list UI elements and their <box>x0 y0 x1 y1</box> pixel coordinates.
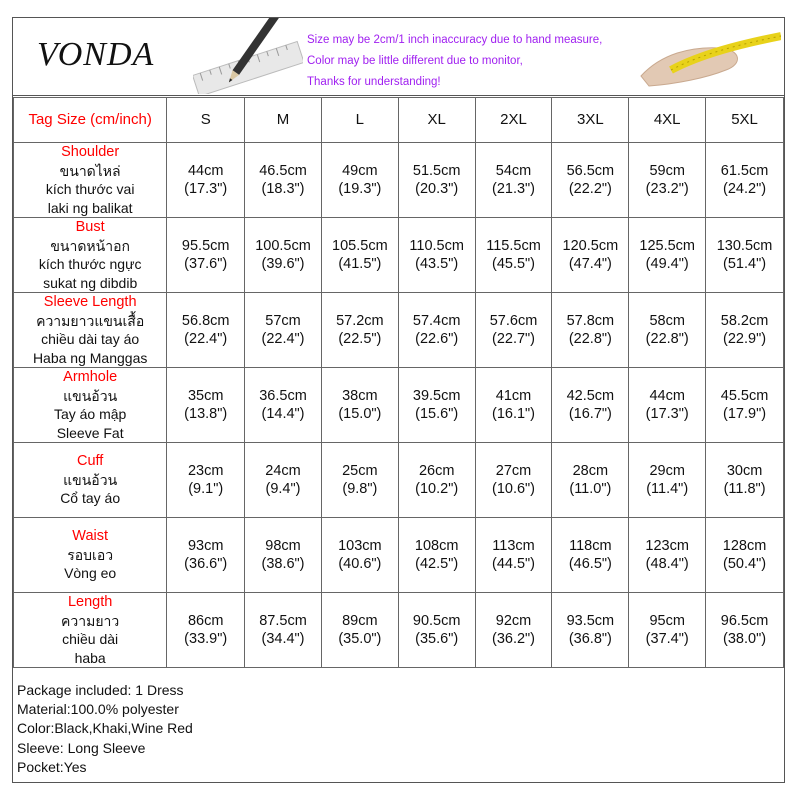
value-cm: 100.5cm <box>255 237 311 254</box>
measurement-row <box>14 143 784 218</box>
measurement-name: Shoulder <box>61 144 120 160</box>
value-cm: 93cm <box>187 537 224 554</box>
value-inch: (21.3") <box>491 181 536 197</box>
measurement-label-cell <box>14 518 167 593</box>
value-inch: (17.9") <box>723 406 767 422</box>
measurement-value-cell <box>552 593 629 668</box>
measurement-translation: ความยาว <box>61 612 120 629</box>
value-inch: (41.5") <box>338 256 382 272</box>
value-cm: 105.5cm <box>332 237 388 254</box>
value-inch: (17.3") <box>645 406 689 422</box>
value-cm: 57.4cm <box>412 312 461 329</box>
value-cm: 46.5cm <box>259 162 307 179</box>
value-inch: (13.8") <box>184 406 228 422</box>
size-table <box>13 97 784 668</box>
measurement-value-cell <box>475 293 552 368</box>
measurement-name: Bust <box>75 219 105 235</box>
tag-size-header: Tag Size (cm/inch) <box>14 98 167 143</box>
measurement-name: Armhole <box>63 369 118 385</box>
value-inch: (22.2") <box>568 181 612 197</box>
value-inch: (50.4") <box>723 556 767 572</box>
value-cm: 93.5cm <box>566 612 615 629</box>
value-cm: 113cm <box>492 537 535 554</box>
value-cm: 115.5cm <box>486 237 541 254</box>
measurement-value-cell <box>245 218 322 293</box>
value-inch: (22.6") <box>415 331 459 347</box>
measurement-value-cell <box>706 143 784 218</box>
measurement-value-cell <box>552 443 629 518</box>
measurement-value-cell <box>629 293 706 368</box>
measurement-value-cell <box>475 593 552 668</box>
value-inch: (15.6") <box>415 406 459 422</box>
value-cm: 128cm <box>722 537 767 554</box>
value-cm: 41cm <box>495 387 532 404</box>
value-inch: (38.0") <box>723 631 767 647</box>
value-cm: 58cm <box>649 312 685 329</box>
value-inch: (34.4") <box>261 631 305 647</box>
value-inch: (14.4") <box>261 406 305 422</box>
value-inch: (39.6") <box>261 256 305 272</box>
value-inch: (42.5") <box>415 556 459 572</box>
measurement-value-cell <box>398 518 475 593</box>
value-inch: (15.0") <box>338 406 382 422</box>
size-header-cell: L <box>321 98 398 143</box>
value-inch: (11.0") <box>569 481 612 497</box>
measurement-value-cell <box>321 593 398 668</box>
value-cm: 123cm <box>645 537 689 554</box>
measurement-name: Waist <box>72 528 109 545</box>
measurement-value-cell <box>706 368 784 443</box>
value-inch: (24.2") <box>723 181 767 197</box>
value-cm: 130.5cm <box>716 237 773 254</box>
measurement-translation: sukat ng dibdib <box>43 274 138 291</box>
value-cm: 59cm <box>649 162 685 179</box>
measurement-value-cell <box>629 443 706 518</box>
measurement-row <box>14 518 784 593</box>
measurement-translation: kích thước vai <box>45 181 135 197</box>
value-cm: 54cm <box>495 162 532 179</box>
measurement-translation: แขนอ้วน <box>63 471 118 488</box>
size-header-cell: 3XL <box>552 98 629 143</box>
measurement-value-cell <box>245 518 322 593</box>
product-details <box>17 681 777 777</box>
measurement-value-cell <box>167 443 245 518</box>
value-inch: (36.2") <box>491 631 536 647</box>
value-cm: 57.2cm <box>336 312 384 329</box>
measurement-value-cell <box>552 293 629 368</box>
measurement-value-cell <box>475 143 552 218</box>
measurement-translation: แขนอ้วน <box>63 387 118 404</box>
measurement-value-cell <box>629 368 706 443</box>
value-cm: 44cm <box>187 162 224 179</box>
value-inch: (22.4") <box>261 331 305 347</box>
measurement-value-cell <box>398 368 475 443</box>
value-cm: 61.5cm <box>720 162 769 179</box>
measurement-value-cell <box>706 593 784 668</box>
value-cm: 39.5cm <box>412 387 461 404</box>
value-inch: (47.4") <box>568 256 612 272</box>
value-inch: (22.7") <box>491 331 536 347</box>
measurement-label-cell <box>14 368 167 443</box>
value-inch: (40.6") <box>338 556 382 572</box>
note-line: Size may be 2cm/1 inch inaccuracy due to hand measure, <box>307 34 603 46</box>
measuring-tape-hand-icon <box>631 24 781 92</box>
value-inch: (18.3") <box>261 181 305 197</box>
measurement-label-cell <box>14 593 167 668</box>
value-cm: 24cm <box>265 462 301 479</box>
measurement-value-cell <box>321 443 398 518</box>
measurement-translation: Cổ tay áo <box>60 490 121 507</box>
size-chart-sheet <box>12 17 785 783</box>
measurement-value-cell <box>629 518 706 593</box>
measurement-value-cell <box>245 443 322 518</box>
value-cm: 23cm <box>187 462 224 479</box>
measurement-value-cell <box>398 593 475 668</box>
value-cm: 110.5cm <box>409 237 464 254</box>
measurement-value-cell <box>629 218 706 293</box>
value-inch: (17.3") <box>184 181 228 197</box>
measurement-translation: laki ng balikat <box>47 199 133 216</box>
measurement-row <box>14 443 784 518</box>
detail-line: Color:Black,Khaki,Wine Red <box>17 720 193 737</box>
measurement-value-cell <box>398 443 475 518</box>
value-cm: 92cm <box>495 612 532 629</box>
measurement-value-cell <box>552 143 629 218</box>
value-cm: 56.8cm <box>181 312 230 329</box>
value-inch: (16.1") <box>491 406 536 422</box>
value-inch: (36.8") <box>568 631 612 647</box>
value-cm: 29cm <box>649 462 685 479</box>
measurement-translation: chiều dài tay áo <box>41 331 140 347</box>
measurement-name: Length <box>67 594 113 610</box>
value-cm: 57cm <box>265 312 301 329</box>
value-inch: (11.8") <box>723 481 766 497</box>
measurement-row <box>14 368 784 443</box>
value-inch: (9.8") <box>342 481 378 497</box>
brand-logo: VONDA <box>37 36 155 73</box>
value-cm: 96.5cm <box>720 612 769 629</box>
pencil-ruler-icon <box>193 18 303 94</box>
value-cm: 89cm <box>342 612 378 629</box>
measurement-value-cell <box>167 518 245 593</box>
value-cm: 57.6cm <box>489 312 538 329</box>
measurement-row <box>14 218 784 293</box>
value-cm: 28cm <box>572 462 609 479</box>
value-inch: (36.6") <box>184 556 228 572</box>
measurement-translation: haba <box>74 649 106 666</box>
value-cm: 98cm <box>265 537 301 554</box>
measurement-value-cell <box>321 293 398 368</box>
measurement-value-cell <box>629 143 706 218</box>
value-inch: (37.4") <box>645 631 689 647</box>
size-header-cell: M <box>245 98 322 143</box>
value-cm: 49cm <box>342 162 378 179</box>
measurement-row <box>14 593 784 668</box>
measurement-value-cell <box>398 218 475 293</box>
value-inch: (9.4") <box>265 481 301 497</box>
size-header-cell: 2XL <box>475 98 552 143</box>
measurement-value-cell <box>398 293 475 368</box>
measurement-label-cell <box>14 293 167 368</box>
value-inch: (44.5") <box>491 556 536 572</box>
measurement-value-cell <box>321 143 398 218</box>
value-cm: 57.8cm <box>566 312 615 329</box>
header-banner <box>13 18 784 96</box>
measurement-value-cell <box>706 518 784 593</box>
value-cm: 108cm <box>414 537 459 554</box>
value-inch: (23.2") <box>645 181 689 197</box>
value-cm: 103cm <box>338 537 382 554</box>
value-cm: 30cm <box>726 462 763 479</box>
value-inch: (51.4") <box>723 256 767 272</box>
value-inch: (22.4") <box>184 331 228 347</box>
value-cm: 125.5cm <box>639 237 695 254</box>
measurement-value-cell <box>167 593 245 668</box>
value-cm: 51.5cm <box>412 162 461 179</box>
measurement-value-cell <box>321 368 398 443</box>
value-inch: (33.9") <box>184 631 228 647</box>
value-inch: (19.3") <box>338 181 382 197</box>
measurement-translation: รอบเอว <box>67 546 114 563</box>
value-inch: (37.6") <box>184 256 228 272</box>
value-cm: 25cm <box>342 462 378 479</box>
size-header-row <box>14 98 784 143</box>
measurement-notes <box>307 30 602 93</box>
measurement-translation: chiều dài <box>62 631 119 647</box>
measurement-value-cell <box>398 143 475 218</box>
measurement-label-cell <box>14 143 167 218</box>
measurement-value-cell <box>167 368 245 443</box>
value-cm: 44cm <box>649 387 685 404</box>
measurement-translation: ความยาวแขนเสื้อ <box>36 312 145 329</box>
measurement-value-cell <box>706 443 784 518</box>
value-inch: (11.4") <box>646 481 689 497</box>
value-inch: (35.6") <box>415 631 459 647</box>
measurement-value-cell <box>245 593 322 668</box>
value-cm: 45.5cm <box>720 387 769 404</box>
value-cm: 95cm <box>649 612 685 629</box>
measurement-value-cell <box>629 593 706 668</box>
measurement-value-cell <box>552 218 629 293</box>
measurement-value-cell <box>475 218 552 293</box>
value-cm: 36.5cm <box>259 387 307 404</box>
detail-line: Package included: 1 Dress <box>17 682 184 698</box>
value-cm: 38cm <box>342 387 378 404</box>
value-inch: (38.6") <box>261 556 305 572</box>
value-cm: 90.5cm <box>412 612 461 629</box>
detail-line: Pocket:Yes <box>17 758 87 775</box>
measurement-name: Cuff <box>76 453 104 470</box>
value-inch: (43.5") <box>415 256 459 272</box>
note-line: Color may be little different due to monitor, <box>307 55 523 67</box>
measurement-translation: Sleeve Fat <box>56 424 124 441</box>
value-cm: 27cm <box>495 462 532 479</box>
measurement-translation: ขนาดหน้าอก <box>50 237 130 254</box>
measurement-value-cell <box>321 518 398 593</box>
measurement-value-cell <box>167 218 245 293</box>
value-inch: (45.5") <box>491 256 536 272</box>
measurement-translation: kích thước ngực <box>38 256 142 272</box>
value-cm: 120.5cm <box>562 237 619 254</box>
measurement-translation: Tay áo mập <box>53 406 127 422</box>
detail-line: Sleeve: Long Sleeve <box>17 739 146 756</box>
measurement-value-cell <box>245 368 322 443</box>
measurement-value-cell <box>475 443 552 518</box>
measurement-value-cell <box>475 518 552 593</box>
measurement-value-cell <box>245 143 322 218</box>
value-cm: 42.5cm <box>566 387 615 404</box>
measurement-value-cell <box>167 293 245 368</box>
measurement-value-cell <box>706 218 784 293</box>
size-header-cell: XL <box>398 98 475 143</box>
measurement-label-cell <box>14 443 167 518</box>
size-header-cell: S <box>167 98 245 143</box>
detail-line: Material:100.0% polyester <box>17 701 179 718</box>
value-inch: (10.6") <box>491 481 536 497</box>
measurement-value-cell <box>706 293 784 368</box>
measurement-translation: Haba ng Manggas <box>32 349 148 366</box>
value-inch: (35.0") <box>338 631 382 647</box>
value-inch: (22.5") <box>338 331 382 347</box>
value-cm: 58.2cm <box>720 312 769 329</box>
value-cm: 95.5cm <box>181 237 230 254</box>
measurement-value-cell <box>321 218 398 293</box>
measurement-translation: ขนาดไหล่ <box>59 162 121 179</box>
value-cm: 26cm <box>418 462 455 479</box>
value-inch: (22.8") <box>645 331 689 347</box>
value-cm: 56.5cm <box>566 162 615 179</box>
measurement-translation: Vòng eo <box>64 565 117 582</box>
value-inch: (10.2") <box>415 481 459 497</box>
value-cm: 118cm <box>569 537 612 554</box>
value-inch: (22.9") <box>723 331 767 347</box>
value-cm: 86cm <box>187 612 224 629</box>
measurement-value-cell <box>552 518 629 593</box>
measurement-value-cell <box>475 368 552 443</box>
note-line: Thanks for understanding! <box>307 76 441 88</box>
value-inch: (49.4") <box>645 256 689 272</box>
value-cm: 87.5cm <box>259 612 307 629</box>
size-header-cell: 5XL <box>706 98 784 143</box>
measurement-value-cell <box>552 368 629 443</box>
size-header-cell: 4XL <box>629 98 706 143</box>
value-cm: 35cm <box>187 387 224 404</box>
value-inch: (46.5") <box>568 556 612 572</box>
value-inch: (22.8") <box>568 331 612 347</box>
value-inch: (16.7") <box>568 406 612 422</box>
measurement-row <box>14 293 784 368</box>
value-inch: (20.3") <box>415 181 459 197</box>
measurement-name: Sleeve Length <box>43 294 137 310</box>
measurement-value-cell <box>167 143 245 218</box>
value-inch: (48.4") <box>645 556 689 572</box>
measurement-label-cell <box>14 218 167 293</box>
value-inch: (9.1") <box>188 481 224 497</box>
measurement-value-cell <box>245 293 322 368</box>
